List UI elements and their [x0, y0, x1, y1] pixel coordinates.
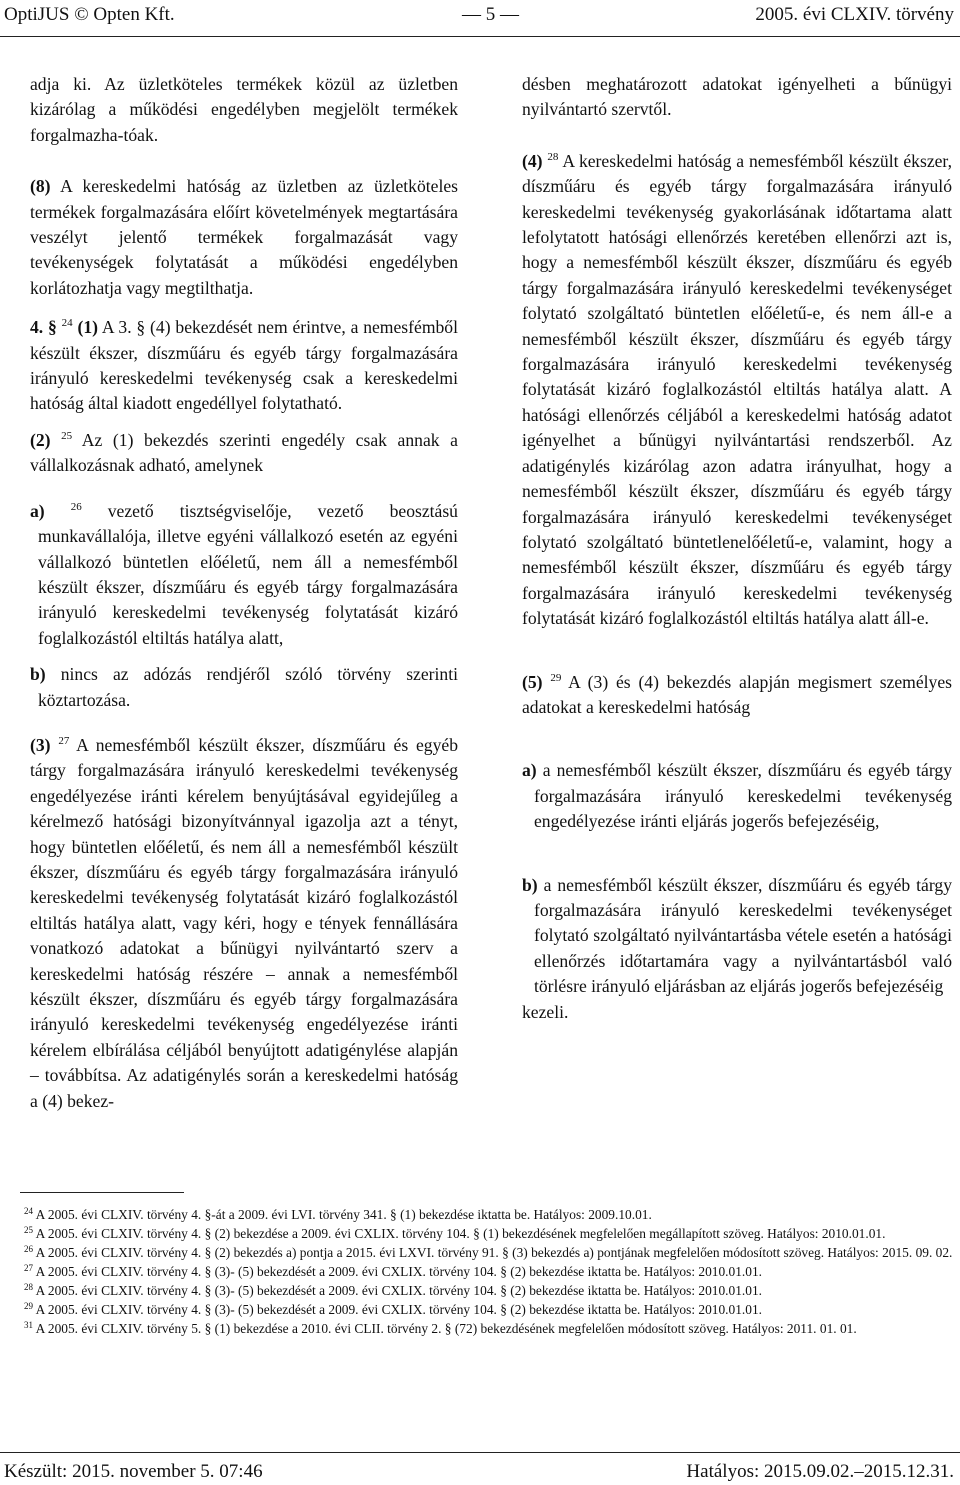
footnote-number: 25 — [24, 1225, 33, 1235]
paragraph-label: (4) — [522, 150, 543, 171]
footnote-24 — [2, 1205, 956, 1224]
page-header — [0, 0, 960, 37]
footnote-text: A 2005. évi CLXIV. törvény 5. § (1) bekezdése a 2010. évi CLII. törvény 2. § (72) bekezdésének megfelelően módosított szöveg. Hatályos: 2011. 01. 01. — [33, 1321, 857, 1336]
point-text-end: kezeli. — [522, 1001, 569, 1022]
point-label: b) — [30, 664, 46, 685]
point-text: vezető tisztségviselője, vezető beosztású munkavállalója, illetve egyéni vállalkozó esetén az egyéni vállalkozó büntetlen előéletű, nem áll a nemesfémből készült ékszer, díszműáru és egyéb tárgy forgalmazására irányuló kereskedelmi tevékenység folytatását kizáró foglalkozástól eltiltás hatálya alatt, — [38, 500, 458, 648]
footnote-ref-25[interactable]: 25 — [61, 429, 73, 442]
created-date: Készült: 2015. november 5. 07:46 — [4, 1461, 263, 1482]
section-4-paragraph-2 — [30, 428, 458, 479]
law-title: 2005. évi CLXIV. törvény — [755, 4, 954, 25]
point-a — [522, 758, 952, 834]
point-b — [522, 873, 952, 1025]
footnotes — [2, 1205, 956, 1338]
section-4-paragraph-4 — [522, 149, 952, 632]
section-number: 4. — [30, 317, 44, 338]
footnote-26 — [2, 1243, 956, 1262]
paragraph-text: A kereskedelmi hatóság a nemesfémből készült ékszer, díszműáru és egyéb tárgy forgalmazására irányuló kereskedelmi tevékenység gyakorlásának időtartama alatt lefolytatott hatósági ellenőrzés keretében ellenőrzi azt is, hogy a nemesfémből készült ékszer, díszműáru és egyéb tárgy forgalmazására irányuló kereskedelmi tevékenységet folytató szolgáltató büntetlen előéletű-e, és nem áll-e a nemesfémből készült ékszer, díszműáru és egyéb tárgy forgalmazására irányuló kereskedelmi tevékenység folytatását kizáró foglalkozástól eltiltás hatálya alatt. A hatósági ellenőrzés céljából a kereskedelmi hatóság adatot igényelhet a bűnügyi nyilvántartási rendszerből. Az adatigénylés kizárólag azon adatra irányulhat, hogy a nemesfémből készült ékszer, díszműáru és egyéb tárgy forgalmazására irányuló kereskedelmi tevékenységet folytató szolgáltató büntetlenelőéletű-e, valamint, hogy a nemesfémből készült ékszer, díszműáru és egyéb tárgy forgalmazására irányuló kereskedelmi tevékenység folytatását kizáró foglalkozástól eltiltás hatálya alatt áll-e. — [522, 150, 952, 629]
footnote-29 — [2, 1300, 956, 1319]
footnote-text: A 2005. évi CLXIV. törvény 4. §-át a 2009. évi LVI. törvény 341. § (1) bekezdése iktatta be. Hatályos: 2009.10.01. — [33, 1207, 652, 1222]
footnote-ref-29[interactable]: 29 — [550, 671, 562, 684]
paragraph-text: A 3. § (4) bekezdését nem érintve, a nemesfémből készült ékszer, díszműáru és egyéb tárgy forgalmazására irányuló kereskedelmi tevékenység csak a kereskedelmi hatóság által kiadott engedéllyel folytatható. — [30, 317, 458, 414]
page-number: — 5 — — [462, 4, 519, 25]
footnote-25 — [2, 1224, 956, 1243]
footnote-text: A 2005. évi CLXIV. törvény 4. § (3)- (5) bekezdését a 2009. évi CXLIX. törvény 104. § (2) bekezdése iktatta be. Hatályos: 2010.01.01. — [33, 1264, 762, 1279]
paragraph-label: (8) — [30, 176, 51, 197]
point-label: a) — [522, 760, 537, 781]
paragraph-8 — [30, 174, 458, 301]
footnote-text: A 2005. évi CLXIV. törvény 4. § (3)- (5) bekezdését a 2009. évi CXLIX. törvény 104. § (2) bekezdése iktatta be. Hatályos: 2010.01.01. — [33, 1283, 762, 1298]
footnote-28 — [2, 1281, 956, 1300]
section-4-paragraph-3 — [30, 733, 458, 1114]
point-text: a nemesfémből készült ékszer, díszműáru és egyéb tárgy forgalmazására irányuló kereskedelmi tevékenységet folytató szolgáltató nyilvántartásba vétele esetén a hatósági ellenőrzés időtartamára vagy a nyilvántartásból való törlésre irányuló eljárásban az eljárás jogerős befejezéséig — [534, 874, 952, 997]
paragraph-continuation: désben meghatározott adatokat igényelheti a bűnügyi nyilvántartó szervtől. — [522, 74, 952, 120]
footnote-number: 26 — [24, 1244, 33, 1254]
page-number-value: 5 — [485, 4, 496, 25]
point-a — [30, 499, 458, 651]
footnote-number: 24 — [24, 1206, 33, 1216]
paragraph-continuation: adja ki. Az üzletköteles termékek közül az üzletben kizárólag a működési engedélyben megjelölt termékek forgalmazha-tóak. — [30, 74, 458, 145]
section-4-paragraph-5 — [522, 670, 952, 721]
point-b — [30, 662, 458, 713]
footnote-number: 31 — [24, 1320, 33, 1330]
publisher-name: OptiJUS © Opten Kft. — [4, 4, 175, 25]
footnote-ref-24[interactable]: 24 — [61, 317, 73, 330]
point-label: a) — [30, 500, 45, 521]
footnote-number: 28 — [24, 1282, 33, 1292]
paragraph-text: A kereskedelmi hatóság az üzletben az üzletköteles termékek forgalmazására előírt követelmények megtartására veszélyt jelentő termékek forgalmazását vagy tevékenységek folytatását a működési engedélyben korlátozhatja vagy megtilthatja. — [30, 176, 458, 298]
point-text: nincs az adózás rendjéről szóló törvény szerinti köztartozása. — [38, 664, 458, 710]
paragraph-text: A nemesfémből készült ékszer, díszműáru és egyéb tárgy forgalmazására irányuló kereskedelmi tevékenység engedélyezése iránti kérelem benyújtásával egyidejűleg a kérelmező hatósági bizonyítvánnyal igazolja azt a tényt, hogy büntetlen előéletű, és nem áll a nemesfémből készült ékszer, díszműáru és egyéb tárgy forgalmazására irányuló kereskedelmi tevékenység folytatását kizáró foglalkozástól eltiltás hatálya alatt, vagy kéri, hogy e tények fennállására vonatkozó adatokat a bűnügyi nyilvántartó szerv a kereskedelmi hatóság részére – annak a nemesfémből készült ékszer, díszműáru és egyéb tárgy forgalmazására irányuló kereskedelmi tevékenység engedélyezése iránti kérelem elbírálása céljából benyújtott adatigénylése alapján – továbbítsa. Az adatigénylés során a kereskedelmi hatóság a (4) bekez- — [30, 734, 458, 1111]
paragraph-text: Az (1) bekezdés szerinti engedély csak annak a vállalkozásnak adható, amelynek — [30, 429, 458, 476]
footnote-number: 29 — [24, 1301, 33, 1311]
footnote-ref-28[interactable]: 28 — [547, 150, 559, 163]
footnote-27 — [2, 1262, 956, 1281]
footnote-ref-26[interactable]: 26 — [70, 500, 82, 513]
footnote-divider — [20, 1192, 184, 1193]
footnote-31 — [2, 1319, 956, 1338]
right-column — [522, 72, 952, 1025]
footnote-ref-27[interactable]: 27 — [58, 734, 70, 747]
point-text: a nemesfémből készült ékszer, díszműáru és egyéb tárgy forgalmazására irányuló kereskedelmi tevékenység engedélyezése iránti eljárás jogerős befejezéséig, — [534, 760, 952, 832]
paragraph-label: (1) — [72, 317, 98, 338]
section-4-paragraph-1 — [30, 315, 458, 417]
paragraph-label: (3) — [30, 734, 51, 755]
paragraph-label: (5) — [522, 671, 543, 692]
effective-period: Hatályos: 2015.09.02.–2015.12.31. — [686, 1461, 954, 1482]
left-column — [30, 72, 458, 1114]
paragraph-text: A (3) és (4) bekezdés alapján megismert személyes adatokat a kereskedelmi hatóság — [522, 671, 952, 717]
page-footer — [0, 1452, 960, 1485]
paragraph-label: (2) — [30, 429, 51, 450]
footnote-number: 27 — [24, 1263, 33, 1273]
footnote-text: A 2005. évi CLXIV. törvény 4. § (2) bekezdés a) pontja a 2015. évi LXVI. törvény 91. § (3) bekezdés a) pontjának megfelelően módosított szöveg. Hatályos: 2015. 09. 02. — [33, 1245, 953, 1260]
point-label: b) — [522, 874, 538, 895]
section-sign: § — [43, 317, 57, 338]
footnote-text: A 2005. évi CLXIV. törvény 4. § (2) bekezdése a 2009. évi CXLIX. törvény 104. § (1) bekezdésének megfelelően megállapított szöveg. Hatályos: 2010.01.01. — [33, 1226, 886, 1241]
footnote-text: A 2005. évi CLXIV. törvény 4. § (3)- (5) bekezdését a 2009. évi CXLIX. törvény 104. § (2) bekezdése iktatta be. Hatályos: 2010.01.01. — [33, 1302, 762, 1317]
